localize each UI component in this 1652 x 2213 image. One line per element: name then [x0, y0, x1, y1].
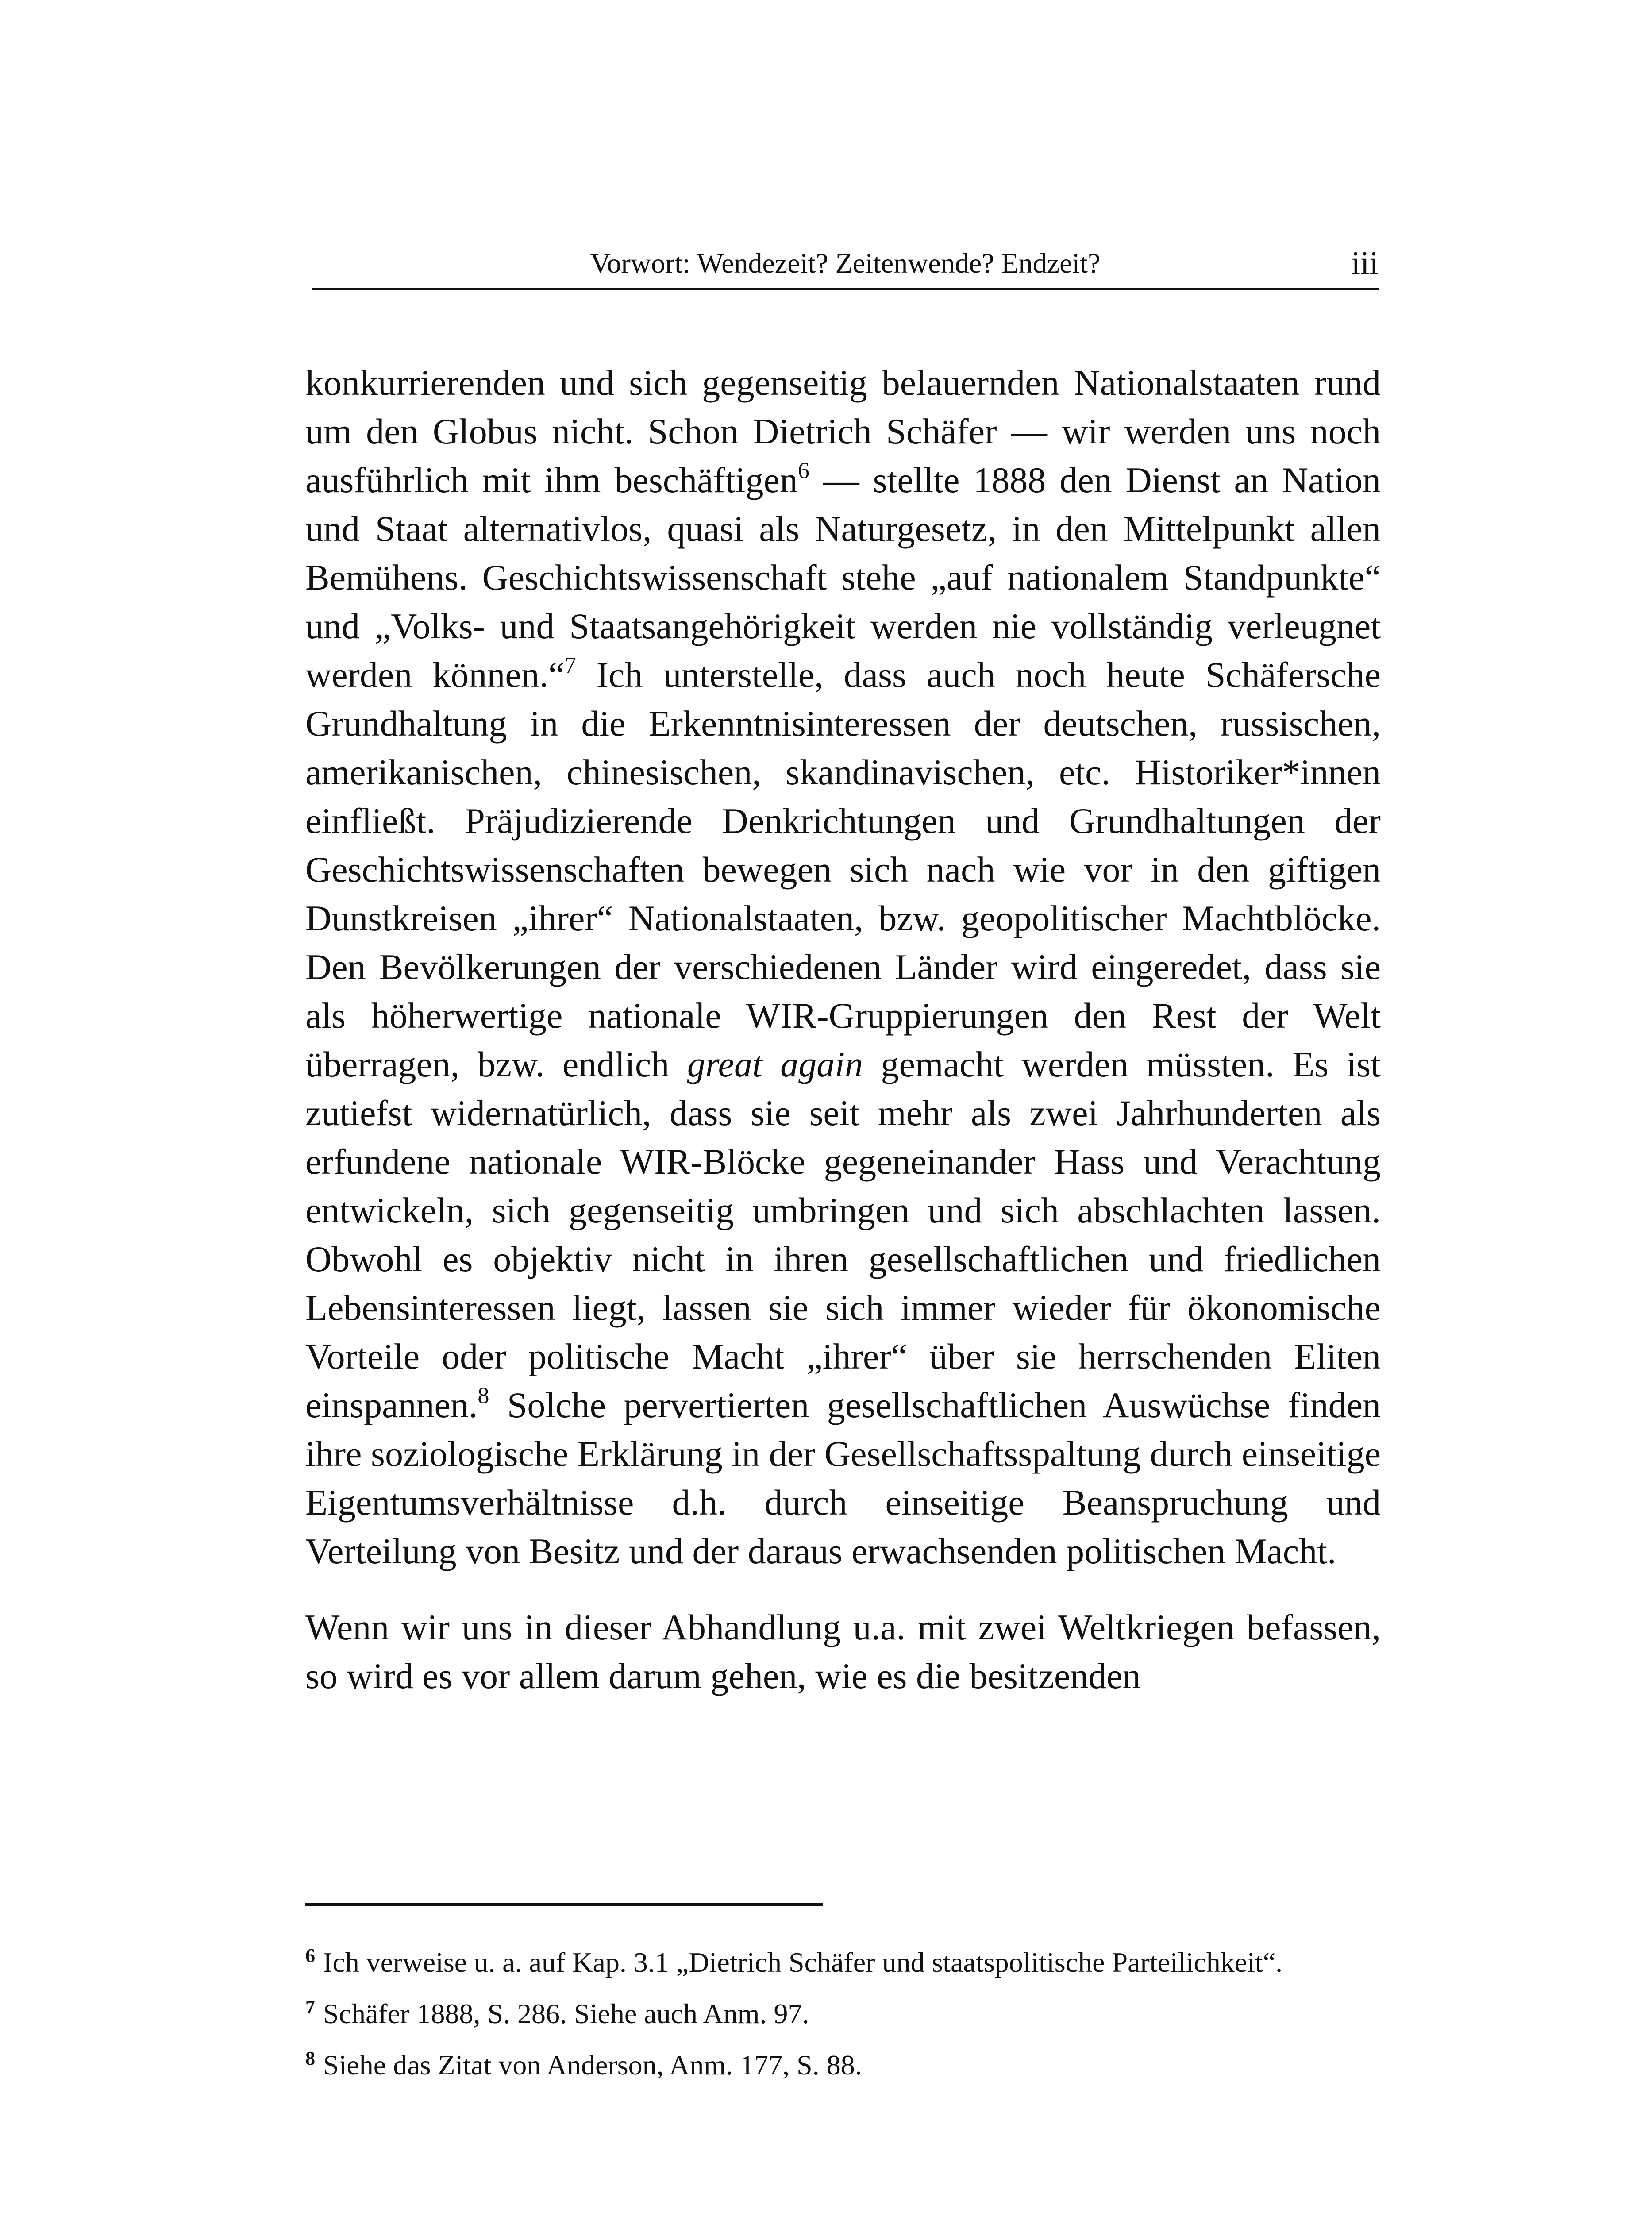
paragraph-1-text-e: Solche pervertierten gesellschaftlichen Auswüchse finden ihre soziologische Erklärung in der Gesellschaftsspaltung durch einseitige Eigentumsverhältnisse d.h. durch einseitige Beanspruchung und Verteilung von Besitz und der daraus erwachsenden politischen Macht. [305, 1385, 1381, 1571]
paragraph-1-text-c: Ich unterstelle, dass auch noch heute Schäfersche Grundhaltung in die Erkenntnisinteressen der deutschen, russischen, amerikanischen, chinesischen, skandinavischen, etc. Historiker*innen einfließt. Präjudizierende Denkrichtungen und Grundhaltungen der Geschichtswissenschaften bewegen sich nach wie vor in den giftigen Dunstkreisen „ihrer“ Nationalstaaten, bzw. geopolitischer Machtblöcke. Den Bevölkerungen der verschiedenen Länder wird eingeredet, dass sie als höherwertige nationale WIR-Gruppierungen den Rest der Welt überragen, bzw. endlich [305, 655, 1381, 1084]
paragraph-1 [305, 359, 1381, 1576]
footnote-text: Siehe das Zitat von Anderson, Anm. 177, S. 88. [323, 2049, 862, 2081]
paragraph-1-text-b: — stellte 1888 den Dienst an Nation und Staat alternativlos, quasi als Naturgesetz, in den Mittelpunkt allen Bemühens. Geschichtswissenschaft stehe „auf nationalem Standpunkte“ und „Volks- und Staatsangehörigkeit werden nie vollständig verleugnet werden können.“ [305, 460, 1381, 695]
footnote-text: Ich verweise u. a. auf Kap. 3.1 „Dietrich Schäfer und staatspolitische Parteilichkeit“. [323, 1947, 1283, 1978]
paragraph-1-italic: great again [687, 1044, 863, 1084]
footnote-ref-6[interactable]: 6 [797, 458, 809, 483]
footnote-ref-8[interactable]: 8 [478, 1383, 489, 1408]
running-header [312, 239, 1379, 290]
footnote-8: 8 Siehe das Zitat von Anderson, Anm. 177, S. 88. [305, 2047, 862, 2081]
footnotes [305, 1943, 1381, 2097]
footnote-divider [305, 1903, 823, 1906]
paragraph-1-text-a: konkurrierenden und sich gegenseitig belauernden Nationalstaaten rund um den Globus nicht. Schon Dietrich Schäfer — wir werden uns noch ausführlich mit ihm beschäftigen [305, 362, 1381, 500]
footnote-6: 6 Ich verweise u. a. auf Kap. 3.1 „Dietrich Schäfer und staatspolitische Parteilichkeit“. [305, 1944, 1283, 1978]
body-text [305, 359, 1381, 1728]
page-number: iii [1351, 245, 1379, 281]
footnote-text: Schäfer 1888, S. 286. Siehe auch Anm. 97. [323, 1998, 809, 2029]
footnote-ref-7[interactable]: 7 [564, 652, 576, 678]
footnote-7: 7 Schäfer 1888, S. 286. Siehe auch Anm. 97. [305, 1996, 809, 2029]
paragraph-1-text-d: gemacht werden müssten. Es ist zutiefst widernatürlich, dass sie seit mehr als zwei Jahrhunderten als erfundene nationale WIR-Blöcke gegeneinander Hass und Verachtung entwickeln, sich gegenseitig umbringen und sich abschlachten lassen. Obwohl es objektiv nicht in ihren gesellschaftlichen und friedlichen Lebensinteressen liegt, lassen sie sich immer wieder für ökonomische Vorteile oder politische Macht „ihrer“ über sie herrschenden Eliten einspannen. [305, 1044, 1381, 1425]
running-header-title: Vorwort: Wendezeit? Zeitenwende? Endzeit? [590, 247, 1101, 279]
paragraph-2: Wenn wir uns in dieser Abhandlung u.a. mit zwei Weltkriegen befassen, so wird es vor allem darum gehen, wie es die besitzenden [305, 1607, 1381, 1696]
